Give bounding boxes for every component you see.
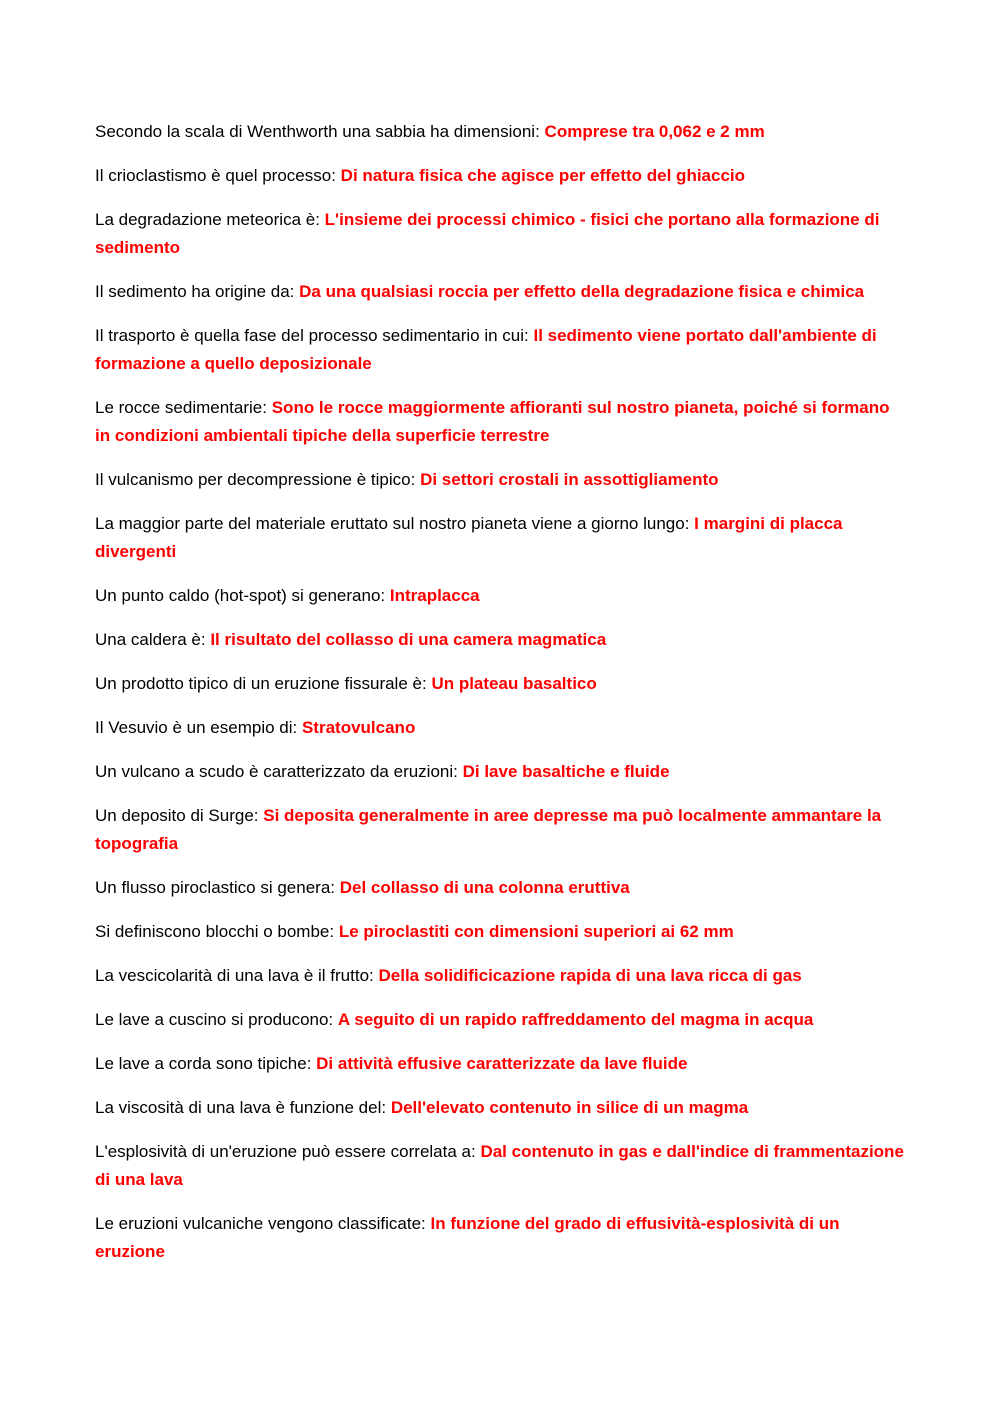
qa-item [95,962,907,990]
answer-text: L'insieme dei processi chimico - fisici che portano alla formazione di sedimento [95,210,880,257]
qa-item [95,466,907,494]
question-text: Un punto caldo (hot-spot) si generano: [95,586,386,605]
answer-text: In funzione del grado di effusività-esplosività di un eruzione [95,1214,840,1261]
qa-item [95,670,907,698]
question-text: La maggior parte del materiale eruttato sul nostro pianeta viene a giorno lungo: [95,514,690,533]
answer-text: Di natura fisica che agisce per effetto del ghiaccio [340,166,746,185]
qa-item [95,1050,907,1078]
question-text: Il Vesuvio è un esempio di: [95,718,298,737]
answer-text: Dell'elevato contenuto in silice di un magma [390,1098,749,1117]
answer-text: Stratovulcano [301,718,416,737]
question-text: La vescicolarità di una lava è il frutto: [95,966,374,985]
answer-text: Un plateau basaltico [431,674,597,693]
qa-item [95,510,907,566]
question-text: Le lave a cuscino si producono: [95,1010,334,1029]
question-text: Un prodotto tipico di un eruzione fissurale è: [95,674,427,693]
qa-item [95,394,907,450]
qa-item [95,1094,907,1122]
qa-item [95,802,907,858]
qa-item [95,758,907,786]
answer-text: Il risultato del collasso di una camera magmatica [210,630,607,649]
answer-text: Si deposita generalmente in aree depresse ma può localmente ammantare la topografia [95,806,882,853]
qa-item [95,582,907,610]
answer-text: Di lave basaltiche e fluide [462,762,670,781]
qa-item [95,206,907,262]
answer-text: Intraplacca [389,586,480,605]
question-text: La viscosità di una lava è funzione del: [95,1098,387,1117]
answer-text: I margini di placca divergenti [95,514,843,561]
question-text: Un flusso piroclastico si genera: [95,878,336,897]
question-text: Il vulcanismo per decompressione è tipico: [95,470,416,489]
question-text: La degradazione meteorica è: [95,210,320,229]
answer-text: Della solidificicazione rapida di una lava ricca di gas [378,966,802,985]
question-text: Le rocce sedimentarie: [95,398,267,417]
qa-item [95,1210,907,1266]
question-text: Le lave a corda sono tipiche: [95,1054,312,1073]
answer-text: Del collasso di una colonna eruttiva [339,878,630,897]
qa-item [95,322,907,378]
qa-item [95,1138,907,1194]
qa-item [95,626,907,654]
qa-item [95,278,907,306]
answer-text: Le piroclastiti con dimensioni superiori ai 62 mm [338,922,734,941]
qa-item [95,714,907,742]
question-text: Un vulcano a scudo è caratterizzato da eruzioni: [95,762,458,781]
qa-item [95,1006,907,1034]
question-text: Si definiscono blocchi o bombe: [95,922,335,941]
question-text: Una caldera è: [95,630,206,649]
qa-item [95,874,907,902]
question-text: Le eruzioni vulcaniche vengono classificate: [95,1214,426,1233]
answer-text: Sono le rocce maggiormente affioranti sul nostro pianeta, poiché si formano in condizioni ambientali tipiche della superficie terrestre [95,398,890,445]
question-text: Un deposito di Surge: [95,806,259,825]
answer-text: A seguito di un rapido raffreddamento del magma in acqua [337,1010,814,1029]
answer-text: Comprese tra 0,062 e 2 mm [544,122,765,141]
answer-text: Il sedimento viene portato dall'ambiente di formazione a quello deposizionale [95,326,877,373]
question-text: Il trasporto è quella fase del processo sedimentario in cui: [95,326,529,345]
answer-text: Di settori crostali in assottigliamento [420,470,719,489]
question-text: Il crioclastismo è quel processo: [95,166,336,185]
qa-item [95,118,907,146]
question-text: Il sedimento ha origine da: [95,282,295,301]
answer-text: Di attività effusive caratterizzate da lave fluide [316,1054,688,1073]
qa-list [95,118,907,1282]
question-text: Secondo la scala di Wenthworth una sabbia ha dimensioni: [95,122,540,141]
qa-item [95,918,907,946]
qa-item [95,162,907,190]
question-text: L'esplosività di un'eruzione può essere correlata a: [95,1142,476,1161]
answer-text: Da una qualsiasi roccia per effetto della degradazione fisica e chimica [299,282,865,301]
answer-text: Dal contenuto in gas e dall'indice di frammentazione di una lava [95,1142,904,1189]
